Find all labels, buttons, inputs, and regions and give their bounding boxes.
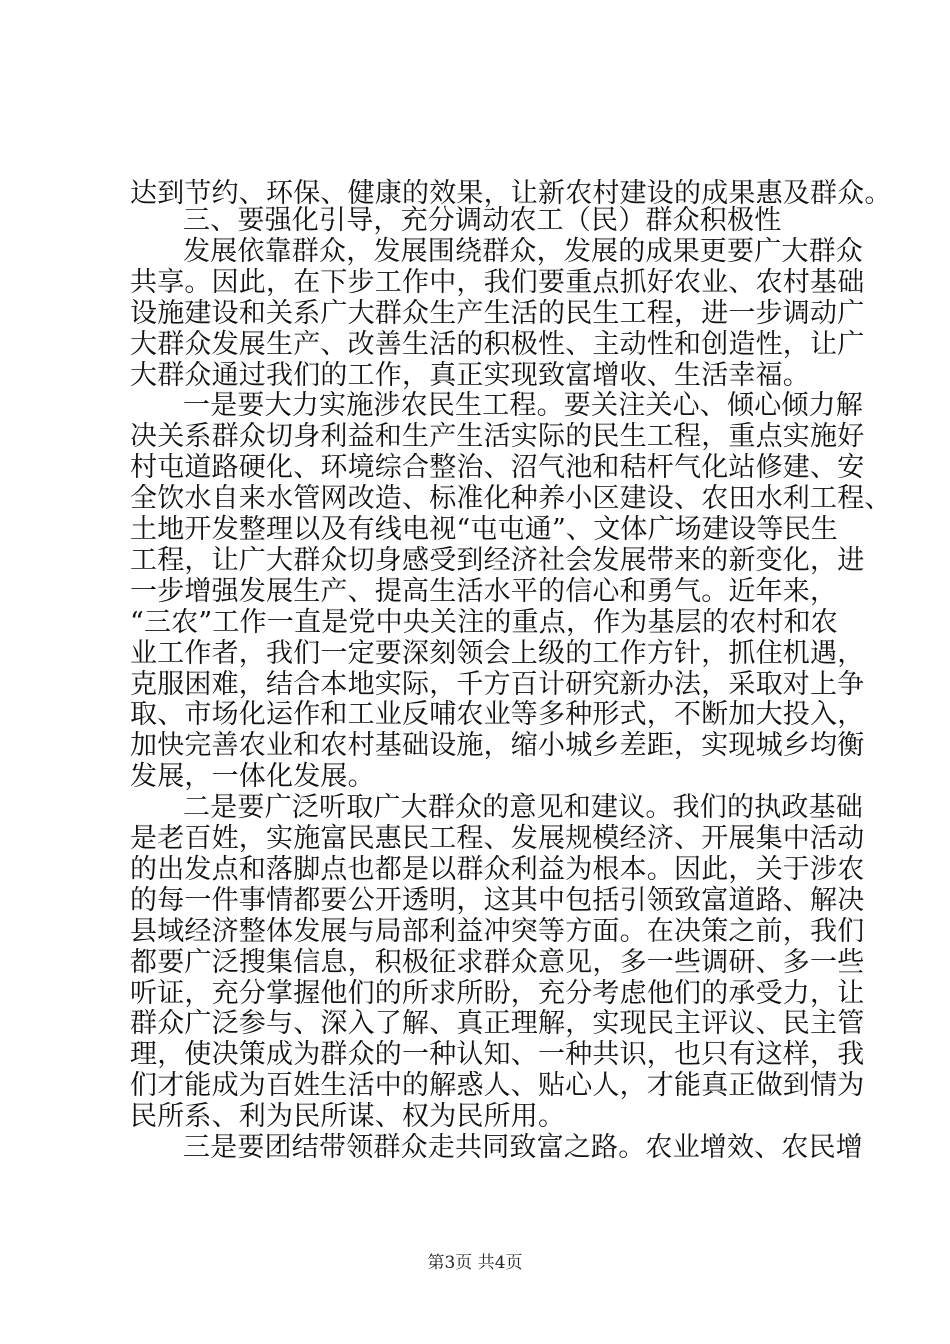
paragraph-line: 达到节约、环保、健康的效果，让新农村建设的成果惠及群众。 bbox=[130, 178, 892, 209]
paragraph-line: 大群众通过我们的工作，真正实现致富增收、生活幸福。 bbox=[130, 359, 810, 391]
paragraph-line: 大群众发展生产、改善生活的积极性、主动性和创造性，让广 bbox=[130, 328, 865, 360]
paragraph-line: 三是要团结带领群众走共同致富之路。农业增效、农民增 bbox=[183, 1132, 863, 1163]
paragraph-line: 发展依靠群众，发展围绕群众，发展的成果更要广大群众 bbox=[183, 235, 863, 267]
paragraph-line: 共享。因此，在下步工作中，我们要重点抓好农业、农村基础 bbox=[130, 266, 865, 298]
paragraph-line: 发展，一体化发展。 bbox=[130, 761, 375, 793]
paragraph-line: 都要广泛搜集信息，积极征求群众意见，多一些调研、多一些 bbox=[130, 946, 865, 978]
paragraph-line: 理，使决策成为群众的一种认知、一种共识，也只有这样，我 bbox=[130, 1039, 865, 1071]
paragraph-line: 村屯道路硬化、环境综合整治、沼气池和秸杆气化站修建、安 bbox=[130, 452, 865, 484]
paragraph-line: 克服困难，结合本地实际，千方百计研究新办法，采取对上争 bbox=[130, 668, 865, 700]
paragraph-line: 设施建设和关系广大群众生产生活的民生工程，进一步调动广 bbox=[130, 297, 865, 329]
paragraph-line: 一步增强发展生产、提高生活水平的信心和勇气。近年来， bbox=[130, 575, 838, 607]
paragraph-line: 群众广泛参与、深入了解、真正理解，实现民主评议、民主管 bbox=[130, 1008, 865, 1040]
paragraph-line: 是老百姓，实施富民惠民工程、发展规模经济、开展集中活动 bbox=[130, 823, 865, 854]
paragraph-line: 工程，让广大群众切身感受到经济社会发展带来的新变化，进 bbox=[130, 544, 865, 576]
paragraph-line: 土地开发整理以及有线电视“屯屯通”、文体广场建设等民生 bbox=[130, 514, 839, 545]
paragraph-line: 的出发点和落脚点也都是以群众利益为根本。因此，关于涉农 bbox=[130, 853, 865, 885]
paragraph-line: 们才能成为百姓生活中的解惑人、贴心人，才能真正做到情为 bbox=[130, 1070, 865, 1102]
paragraph-line: 加快完善农业和农村基础设施，缩小城乡差距，实现城乡均衡 bbox=[130, 730, 865, 762]
paragraph-line: 业工作者，我们一定要深刻领会上级的工作方针，抓住机遇， bbox=[130, 637, 865, 669]
paragraph-line: 决关系群众切身利益和生产生活实际的民生工程，重点实施好 bbox=[130, 421, 865, 453]
section-heading: 三、要强化引导，充分调动农工（民）群众积极性 bbox=[183, 205, 782, 236]
paragraph-line: 一是要大力实施涉农民生工程。要关注关心、倾心倾力解 bbox=[183, 390, 863, 422]
paragraph-line: 二是要广泛听取广大群众的意见和建议。我们的执政基础 bbox=[183, 792, 863, 824]
paragraph-line: “三农”工作一直是党中央关注的重点，作为基层的农村和农 bbox=[130, 606, 839, 638]
paragraph-line: 的每一件事情都要公开透明，这其中包括引领致富道路、解决 bbox=[130, 884, 865, 916]
paragraph-line: 取、市场化运作和工业反哺农业等多种形式，不断加大投入， bbox=[130, 699, 865, 731]
paragraph-line: 听证，充分掌握他们的所求所盼，充分考虑他们的承受力，让 bbox=[130, 977, 865, 1009]
paragraph-line: 县域经济整体发展与局部利益冲突等方面。在决策之前，我们 bbox=[130, 915, 865, 947]
paragraph-line: 全饮水自来水管网改造、标准化种养小区建设、农田水利工程、 bbox=[130, 483, 892, 515]
paragraph-line: 民所系、利为民所谋、权为民所用。 bbox=[130, 1101, 566, 1133]
page-footer: 第3页 共4页 bbox=[427, 1253, 523, 1273]
